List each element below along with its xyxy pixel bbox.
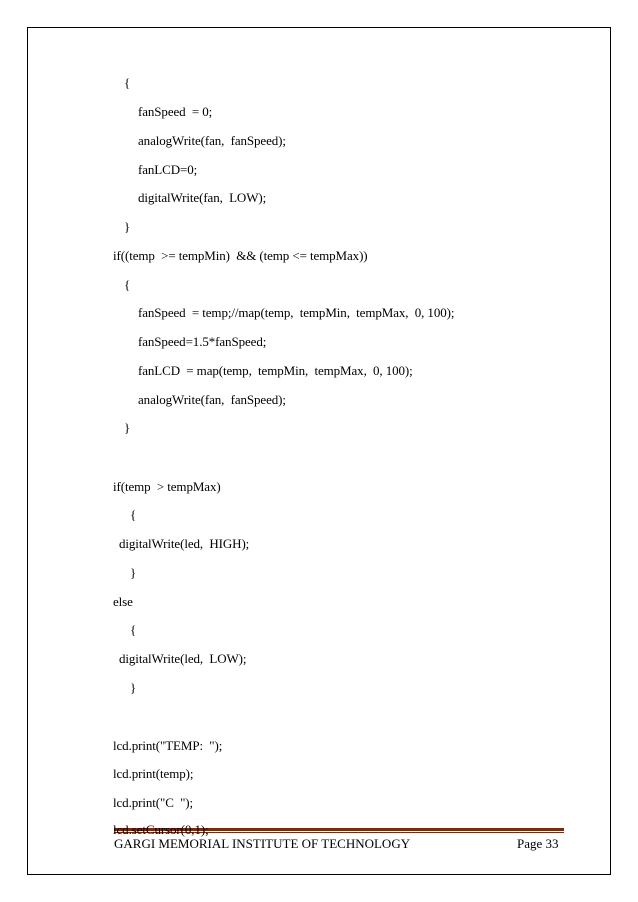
code-line: { <box>130 507 137 522</box>
footer-page-number: Page 33 <box>517 836 559 851</box>
code-line: lcd.print(temp); <box>113 766 194 781</box>
code-line: fanSpeed = temp;//map(temp, tempMin, tempMax, 0, 100); <box>138 305 455 320</box>
code-line: if((temp >= tempMin) && (temp <= tempMax)) <box>113 248 368 263</box>
code-line: if(temp > tempMax) <box>113 479 221 494</box>
code-line: digitalWrite(led, LOW); <box>119 651 247 666</box>
code-line: fanSpeed=1.5*fanSpeed; <box>138 334 267 349</box>
code-line: { <box>124 75 131 90</box>
code-line: } <box>130 680 137 695</box>
code-line: { <box>130 622 137 637</box>
code-line: lcd.print("C "); <box>113 795 194 810</box>
code-line: fanSpeed = 0; <box>138 104 213 119</box>
code-line: analogWrite(fan, fanSpeed); <box>138 133 286 148</box>
code-line: lcd.setCursor(0,1); <box>113 822 209 837</box>
code-line: fanLCD = map(temp, tempMin, tempMax, 0, 100); <box>138 363 413 378</box>
code-line: } <box>124 420 131 435</box>
code-line: { <box>124 277 131 292</box>
footer-institution: GARGI MEMORIAL INSTITUTE OF TECHNOLOGY <box>114 836 411 851</box>
code-line: digitalWrite(fan, LOW); <box>138 190 267 205</box>
code-line: fanLCD=0; <box>138 162 198 177</box>
code-line: else <box>113 594 133 609</box>
code-line: lcd.print("TEMP: "); <box>113 738 223 753</box>
code-line: } <box>130 565 137 580</box>
code-line: } <box>124 219 131 234</box>
code-line: analogWrite(fan, fanSpeed); <box>138 392 286 407</box>
code-line: digitalWrite(led, HIGH); <box>119 536 250 551</box>
